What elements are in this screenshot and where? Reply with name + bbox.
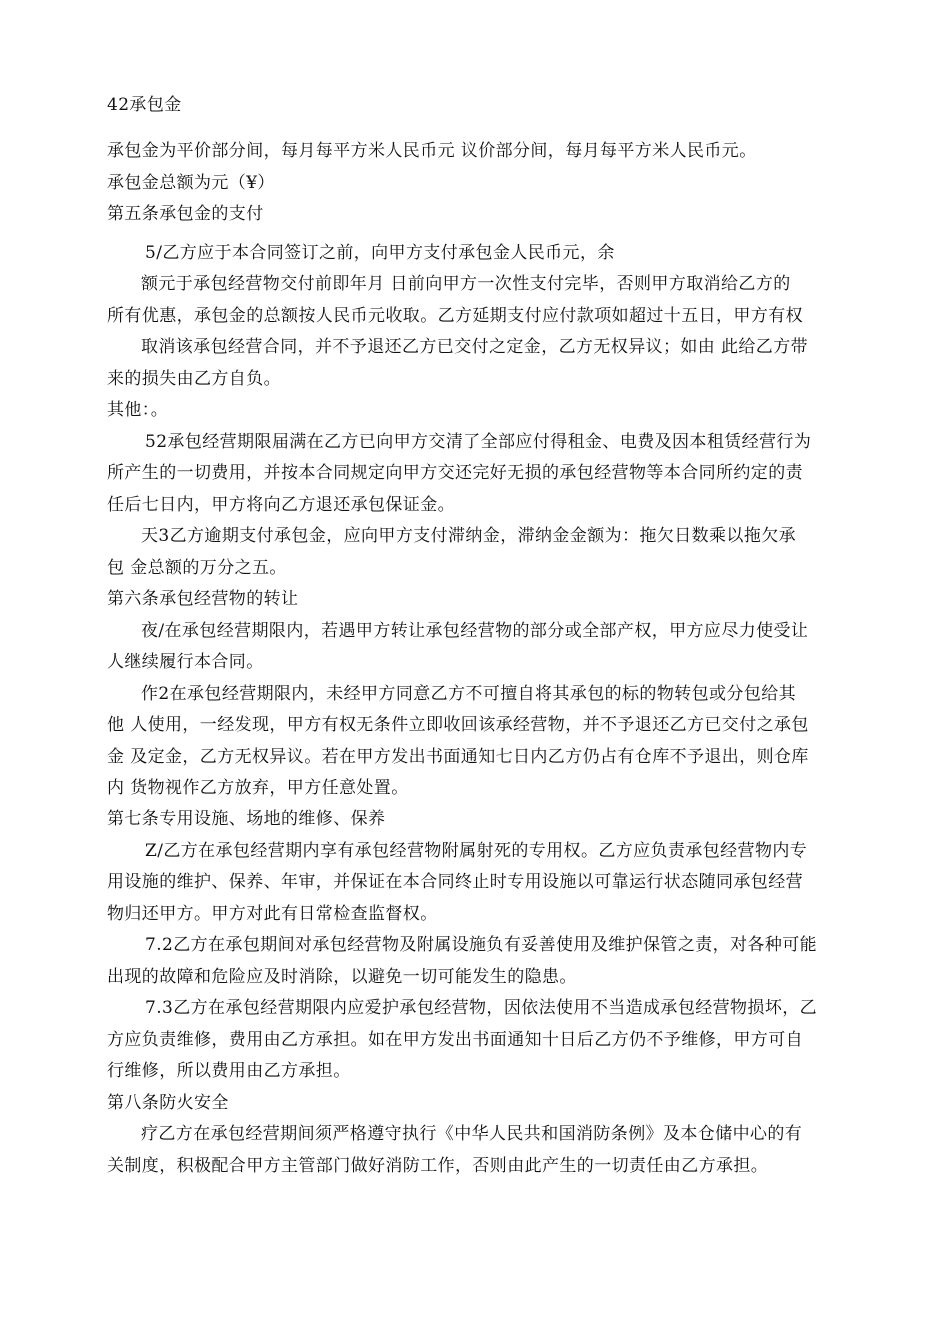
paragraph-line: 关制度，积极配合甲方主管部门做好消防工作，否则由此产生的一切责任由乙方承担。 — [107, 1156, 769, 1176]
article-heading-5: 第五条承包金的支付 — [107, 204, 264, 224]
paragraph-line: 5/乙方应于本合同签订之前，向甲方支付承包金人民币元，余 — [145, 243, 615, 263]
paragraph-line: 人继续履行本合同。 — [107, 652, 264, 672]
article-heading-8: 第八条防火安全 — [107, 1093, 229, 1113]
paragraph-line: 52承包经营期限届满在乙方已向甲方交清了全部应付得租金、电费及因本租赁经营行为 — [145, 432, 812, 452]
paragraph-line: 来的损失由乙方自负。 — [107, 369, 281, 389]
paragraph-line: 7.3乙方在承包经营期限内应爱护承包经营物，因依法使用不当造成承包经营物损坏，乙 — [145, 998, 818, 1018]
paragraph-line: 承包金总额为元（¥） — [107, 173, 275, 193]
section-heading-4-2: 42承包金 — [107, 95, 182, 115]
paragraph-line: 物归还甲方。甲方对此有日常检查监督权。 — [107, 904, 438, 924]
paragraph-line: 取消该承包经营合同，并不予退还乙方已交付之定金，乙方无权异议；如由 此给乙方带 — [141, 337, 809, 357]
paragraph-line: 他 人使用，一经发现，甲方有权无条件立即收回该承经营物，并不予退还乙方已交付之承包 — [107, 715, 809, 735]
paragraph-line: 内 货物视作乙方放弃，甲方任意处置。 — [107, 778, 409, 798]
paragraph-line: 承包金为平价部分间，每月每平方米人民币元 议价部分间，每月每平方米人民币元。 — [107, 141, 757, 161]
paragraph-line: 方应负责维修，费用由乙方承担。如在甲方发出书面通知十日后乙方仍不予维修，甲方可自 — [107, 1030, 803, 1050]
paragraph-line: 出现的故障和危险应及时消除，以避免一切可能发生的隐患。 — [107, 967, 577, 987]
paragraph-line: Z/乙方在承包经营期内享有承包经营物附属射死的专用权。乙方应负责承包经营物内专 — [145, 841, 808, 861]
paragraph-line: 所产生的一切费用，并按本合同规定向甲方交还完好无损的承包经营物等本合同所约定的责 — [107, 463, 803, 483]
paragraph-line: 用设施的维护、保养、年审，并保证在本合同终止时专用设施以可靠运行状态随同承包经营 — [107, 872, 803, 892]
paragraph-line: 行维修，所以费用由乙方承担。 — [107, 1061, 351, 1081]
paragraph-line: 包 金总额的万分之五。 — [107, 558, 287, 578]
paragraph-line: 疗乙方在承包经营期间须严格遵守执行《中华人民共和国消防条例》及本仓储中心的有 — [141, 1124, 803, 1144]
paragraph-line: 金 及定金，乙方无权异议。若在甲方发出书面通知七日内乙方仍占有仓库不予退出，则仓库 — [107, 747, 809, 767]
paragraph-line: 其他：。 — [107, 400, 169, 420]
paragraph-line: 所有优惠，承包金的总额按人民币元收取。乙方延期支付应付款项如超过十五日，甲方有权 — [107, 306, 803, 326]
paragraph-line: 天3乙方逾期支付承包金，应向甲方支付滞纳金，滞纳金金额为：拖欠日数乘以拖欠承 — [141, 526, 797, 546]
paragraph-line: 作2在承包经营期限内，未经甲方同意乙方不可擅自将其承包的标的物转包或分包给其 — [141, 684, 797, 704]
paragraph-line: 夜/在承包经营期限内，若遇甲方转让承包经营物的部分或全部产权，甲方应尽力使受让 — [141, 621, 809, 641]
paragraph-line: 额元于承包经营物交付前即年月 日前向甲方一次性支付完毕，否则甲方取消给乙方的 — [141, 274, 791, 294]
paragraph-line: 任后七日内，甲方将向乙方退还承包保证金。 — [107, 495, 455, 515]
article-heading-6: 第六条承包经营物的转让 — [107, 589, 299, 609]
article-heading-7: 第七条专用设施、场地的维修、保养 — [107, 809, 386, 829]
paragraph-line: 7.2乙方在承包期间对承包经营物及附属设施负有妥善使用及维护保管之责，对各种可能 — [145, 935, 818, 955]
